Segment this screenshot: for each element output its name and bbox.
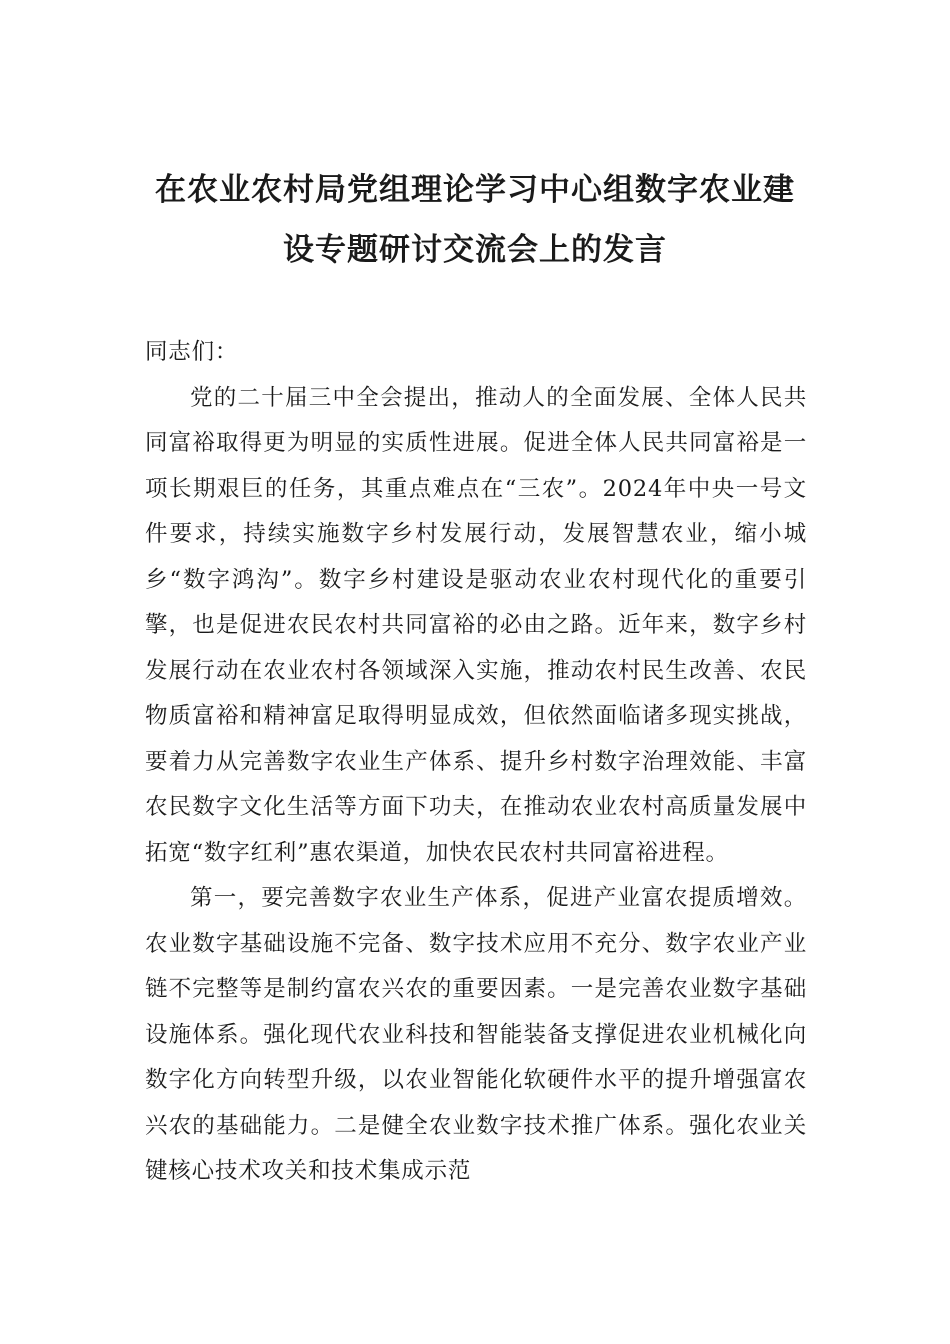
document-title: 在农业农村局党组理论学习中心组数字农业建设专题研讨交流会上的发言 <box>155 172 795 268</box>
paragraph-1: 党的二十届三中全会提出，推动人的全面发展、全体人民共同富裕取得更为明显的实质性进展。促进全体人民共同富裕是一项长期艰巨的任务，其重点难点在“三农”。2024年中央一号文件要求，持续实施数字乡村发展行动，发展智慧农业，缩小城乡“数字鸿沟”。数字乡村建设是驱动农业农村现代化的重要引擎，也是促进农民农村共同富裕的必由之路。近年来，数字乡村发展行动在农业农村各领域深入实施，推动农村民生改善、农民物质富裕和精神富足取得明显成效，但依然面临诸多现实挑战，要着力从完善数字农业生产体系、提升乡村数字治理效能、丰富农民数字文化生活等方面下功夫，在推动农业农村高质量发展中拓宽“数字红利”惠农渠道，加快农民农村共同富裕进程。 <box>145 384 807 866</box>
paragraph-2: 第一，要完善数字农业生产体系，促进产业富农提质增效。农业数字基础设施不完备、数字技术应用不充分、数字农业产业链不完整等是制约富农兴农的重要因素。一是完善农业数字基础设施体系。强化现代农业科技和智能装备支撑促进农业机械化向数字化方向转型升级，以农业智能化软硬件水平的提升增强富农兴农的基础能力。二是健全农业数字技术推广体系。强化农业关键核心技术攻关和技术集成示范 <box>145 885 807 1184</box>
document-body <box>145 330 807 1195</box>
salutation: 同志们： <box>145 339 239 365</box>
